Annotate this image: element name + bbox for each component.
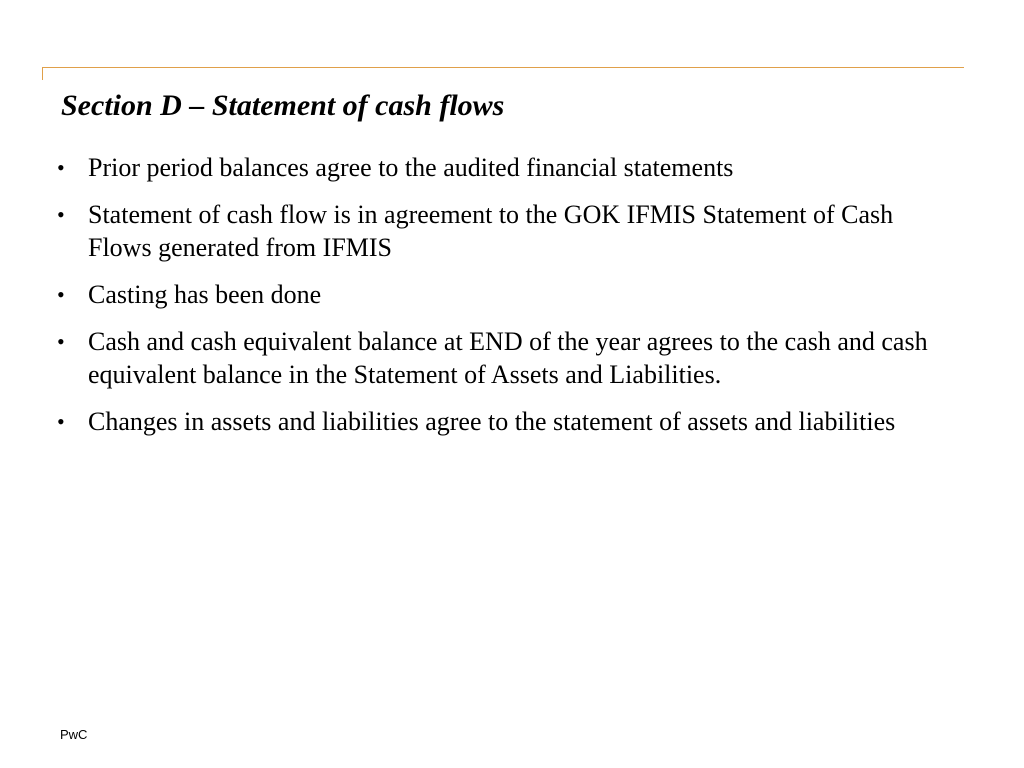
bullet-list bbox=[57, 151, 957, 452]
bullet-icon: • bbox=[57, 202, 65, 227]
bullet-text: Casting has been done bbox=[88, 280, 322, 309]
bullet-text: Statement of cash flow is in agreement to the GOK IFMIS Statement of Cash Flows generated from IFMIS bbox=[88, 200, 894, 262]
bullet-item-4 bbox=[57, 325, 957, 391]
slide-title: Section D – Statement of cash flows bbox=[61, 89, 505, 122]
bullet-item-3 bbox=[57, 278, 957, 311]
bullet-text: Prior period balances agree to the audited financial statements bbox=[88, 153, 734, 182]
bullet-item-5 bbox=[57, 405, 957, 438]
bullet-text: Cash and cash equivalent balance at END of the year agrees to the cash and cash equivalent balance in the Statement of Assets and Liabilities. bbox=[88, 327, 928, 389]
header-rule-tick bbox=[42, 67, 43, 80]
bullet-item-1 bbox=[57, 151, 957, 184]
bullet-icon: • bbox=[57, 155, 65, 180]
bullet-text: Changes in assets and liabilities agree to the statement of assets and liabilities bbox=[88, 407, 896, 436]
header-rule bbox=[42, 67, 964, 68]
bullet-icon: • bbox=[57, 282, 65, 307]
footer-brand: PwC bbox=[60, 727, 88, 742]
bullet-item-2 bbox=[57, 198, 957, 264]
bullet-icon: • bbox=[57, 409, 65, 434]
bullet-icon: • bbox=[57, 329, 65, 354]
